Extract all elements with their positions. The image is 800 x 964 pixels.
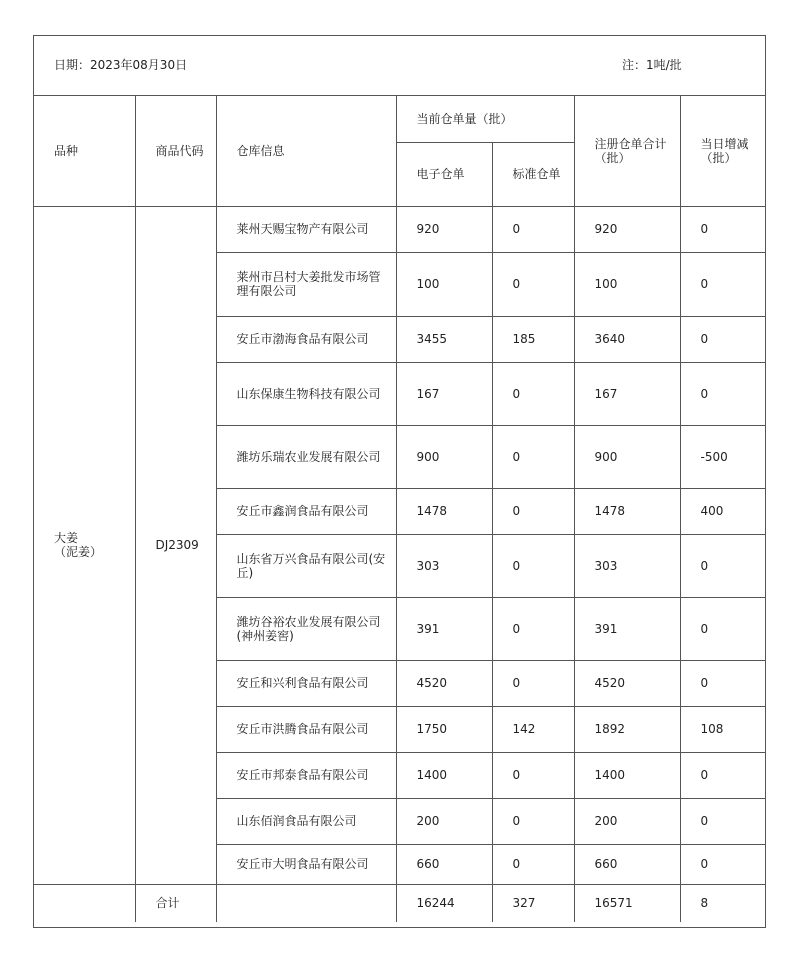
daily-change-cell: 0: [680, 252, 765, 316]
unit-note: 注：1吨/批: [622, 58, 682, 72]
registered-total-cell: 4520: [574, 660, 680, 706]
standard-cell: 0: [492, 425, 574, 488]
warehouse-receipt-table: [34, 96, 765, 922]
daily-change-cell: 0: [680, 206, 765, 252]
col-header-product-code: 商品代码: [135, 96, 216, 206]
warehouse-cell: 莱州市吕村大姜批发市场管理有限公司: [216, 252, 396, 316]
warehouse-cell: 山东佰润食品有限公司: [216, 798, 396, 844]
electronic-cell: 900: [396, 425, 492, 488]
daily-change-cell: 0: [680, 798, 765, 844]
col-header-warehouse: 仓库信息: [216, 96, 396, 206]
standard-cell: 0: [492, 752, 574, 798]
registered-total-cell: 660: [574, 844, 680, 884]
daily-change-cell: 0: [680, 362, 765, 425]
registered-total-cell: 900: [574, 425, 680, 488]
daily-change-cell: 0: [680, 660, 765, 706]
standard-cell: 0: [492, 252, 574, 316]
warehouse-cell: 安丘市鑫润食品有限公司: [216, 488, 396, 534]
total-variety-blank: [34, 884, 135, 922]
warehouse-cell: 山东省万兴食品有限公司(安丘): [216, 534, 396, 597]
standard-cell: 0: [492, 660, 574, 706]
standard-cell: 0: [492, 844, 574, 884]
warehouse-receipt-report: [33, 35, 766, 928]
standard-cell: 185: [492, 316, 574, 362]
electronic-cell: 4520: [396, 660, 492, 706]
electronic-cell: 920: [396, 206, 492, 252]
col-header-electronic: 电子仓单: [396, 142, 492, 206]
col-header-variety: 品种: [34, 96, 135, 206]
standard-cell: 0: [492, 534, 574, 597]
warehouse-cell: 潍坊谷裕农业发展有限公司(神州姜窖): [216, 597, 396, 660]
total-registered: 16571: [574, 884, 680, 922]
standard-cell: 0: [492, 798, 574, 844]
electronic-cell: 303: [396, 534, 492, 597]
registered-total-cell: 200: [574, 798, 680, 844]
registered-total-cell: 100: [574, 252, 680, 316]
registered-total-cell: 1400: [574, 752, 680, 798]
standard-cell: 0: [492, 597, 574, 660]
warehouse-cell: 潍坊乐瑞农业发展有限公司: [216, 425, 396, 488]
total-warehouse-blank: [216, 884, 396, 922]
daily-change-cell: 0: [680, 316, 765, 362]
daily-change-cell: -500: [680, 425, 765, 488]
daily-change-cell: 0: [680, 597, 765, 660]
col-header-current-receipts: 当前仓单量（批）: [396, 96, 574, 142]
electronic-cell: 200: [396, 798, 492, 844]
electronic-cell: 1478: [396, 488, 492, 534]
registered-total-cell: 303: [574, 534, 680, 597]
electronic-cell: 167: [396, 362, 492, 425]
col-header-standard: 标准仓单: [492, 142, 574, 206]
electronic-cell: 3455: [396, 316, 492, 362]
product-code-cell: DJ2309: [135, 206, 216, 884]
standard-cell: 0: [492, 488, 574, 534]
table-row: [34, 206, 765, 252]
warehouse-cell: 山东保康生物科技有限公司: [216, 362, 396, 425]
registered-total-cell: 167: [574, 362, 680, 425]
variety-name: 大姜: [54, 531, 79, 545]
daily-change-cell: 0: [680, 752, 765, 798]
total-change: 8: [680, 884, 765, 922]
warehouse-cell: 安丘市邦泰食品有限公司: [216, 752, 396, 798]
registered-total-cell: 1892: [574, 706, 680, 752]
daily-change-cell: 108: [680, 706, 765, 752]
variety-sub: （泥姜）: [54, 545, 103, 559]
variety-cell: [34, 206, 135, 884]
warehouse-cell: 安丘市洪腾食品有限公司: [216, 706, 396, 752]
electronic-cell: 660: [396, 844, 492, 884]
registered-total-cell: 3640: [574, 316, 680, 362]
electronic-cell: 1750: [396, 706, 492, 752]
col-header-registered-total: 注册仓单合计（批）: [574, 96, 680, 206]
total-label: 合计: [135, 884, 216, 922]
warehouse-cell: 安丘市渤海食品有限公司: [216, 316, 396, 362]
standard-cell: 0: [492, 362, 574, 425]
total-standard: 327: [492, 884, 574, 922]
total-electronic: 16244: [396, 884, 492, 922]
report-date: 日期：2023年08月30日: [54, 58, 188, 72]
col-header-daily-change: 当日增减（批）: [680, 96, 765, 206]
warehouse-cell: 安丘市大明食品有限公司: [216, 844, 396, 884]
total-row: [34, 884, 765, 922]
warehouse-cell: 莱州天赐宝物产有限公司: [216, 206, 396, 252]
daily-change-cell: 400: [680, 488, 765, 534]
registered-total-cell: 920: [574, 206, 680, 252]
warehouse-cell: 安丘和兴利食品有限公司: [216, 660, 396, 706]
electronic-cell: 100: [396, 252, 492, 316]
electronic-cell: 391: [396, 597, 492, 660]
standard-cell: 0: [492, 206, 574, 252]
standard-cell: 142: [492, 706, 574, 752]
daily-change-cell: 0: [680, 534, 765, 597]
electronic-cell: 1400: [396, 752, 492, 798]
registered-total-cell: 1478: [574, 488, 680, 534]
report-header: [34, 36, 765, 96]
daily-change-cell: 0: [680, 844, 765, 884]
registered-total-cell: 391: [574, 597, 680, 660]
